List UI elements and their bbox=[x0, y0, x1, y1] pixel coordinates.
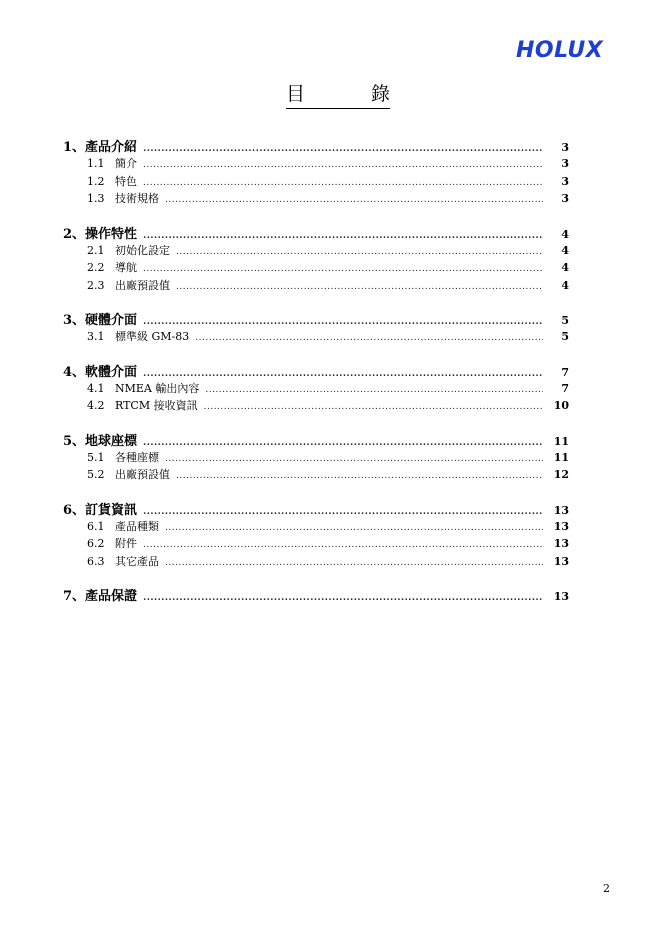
entry-number: 2.3 bbox=[87, 278, 105, 292]
entry-page: 12 bbox=[553, 468, 569, 481]
toc-entry-sub[interactable] bbox=[63, 190, 569, 208]
toc-section bbox=[63, 223, 569, 295]
entry-page: 7 bbox=[561, 381, 569, 395]
entry-page: 5 bbox=[561, 314, 569, 327]
page-title bbox=[286, 84, 390, 109]
entry-page: 13 bbox=[553, 590, 569, 603]
table-of-contents bbox=[63, 136, 569, 619]
entry-number: 6.3 bbox=[87, 554, 105, 568]
entry-page: 4 bbox=[561, 243, 569, 257]
entry-page: 4 bbox=[561, 227, 569, 241]
toc-entry-sub[interactable] bbox=[63, 466, 569, 484]
entry-number: 1.2 bbox=[87, 174, 105, 188]
entry-page: 4 bbox=[561, 261, 569, 274]
entry-page: 13 bbox=[553, 503, 569, 517]
entry-title: NMEA 輸出內容 bbox=[115, 381, 200, 395]
entry-number: 5.1 bbox=[87, 450, 105, 464]
toc-entry-main[interactable] bbox=[63, 585, 569, 604]
entry-page: 11 bbox=[553, 434, 569, 448]
dot-leader bbox=[143, 318, 543, 327]
entry-number: 2.2 bbox=[87, 261, 105, 274]
entry-title: 各種座標 bbox=[115, 450, 159, 464]
toc-entry-sub[interactable] bbox=[63, 518, 569, 536]
entry-title: 硬體介面 bbox=[85, 313, 138, 328]
toc-entry-main[interactable] bbox=[63, 223, 569, 242]
entry-title: 產品種類 bbox=[115, 519, 159, 533]
entry-page: 3 bbox=[561, 157, 569, 170]
entry-title: 標準級 GM-83 bbox=[115, 330, 190, 343]
dot-leader bbox=[143, 439, 543, 448]
entry-page: 3 bbox=[561, 192, 569, 205]
entry-page: 13 bbox=[553, 537, 569, 550]
entry-number: 6.2 bbox=[87, 537, 105, 550]
dot-leader bbox=[143, 145, 543, 154]
dot-leader bbox=[143, 232, 543, 241]
dot-leader bbox=[143, 265, 543, 274]
dot-leader bbox=[143, 179, 543, 188]
toc-section bbox=[63, 499, 569, 571]
toc-entry-sub[interactable] bbox=[63, 397, 569, 415]
entry-number: 2、 bbox=[63, 226, 86, 242]
toc-section bbox=[63, 136, 569, 208]
entry-page: 5 bbox=[561, 330, 569, 343]
entry-title: 特色 bbox=[115, 174, 137, 188]
entry-number: 4.1 bbox=[87, 381, 105, 395]
entry-title: 軟體介面 bbox=[85, 364, 138, 380]
entry-number: 3.1 bbox=[87, 330, 105, 343]
entry-title: 出廠預設值 bbox=[115, 278, 170, 292]
entry-title: RTCM 接收資訊 bbox=[115, 399, 198, 412]
dot-leader bbox=[176, 472, 543, 481]
dot-leader bbox=[176, 283, 543, 292]
page-number: 2 bbox=[603, 882, 610, 895]
toc-entry-sub[interactable] bbox=[63, 328, 569, 346]
entry-page: 10 bbox=[553, 399, 569, 412]
dot-leader bbox=[205, 386, 543, 395]
entry-number: 3、 bbox=[63, 313, 86, 328]
entry-number: 7、 bbox=[63, 589, 86, 604]
title-right-char: 錄 bbox=[370, 83, 390, 105]
entry-title: 產品介紹 bbox=[85, 140, 138, 155]
toc-section bbox=[63, 309, 569, 346]
title-left-char: 目 bbox=[286, 83, 306, 105]
toc-entry-sub[interactable] bbox=[63, 155, 569, 173]
entry-page: 13 bbox=[553, 519, 569, 533]
dot-leader bbox=[165, 524, 543, 533]
entry-title: 產品保證 bbox=[85, 589, 138, 604]
entry-title: 訂貨資訊 bbox=[85, 502, 138, 518]
toc-entry-main[interactable] bbox=[63, 499, 569, 518]
dot-leader bbox=[165, 455, 543, 464]
entry-number: 4.2 bbox=[87, 399, 105, 412]
toc-entry-sub[interactable] bbox=[63, 380, 569, 398]
entry-number: 5、 bbox=[63, 433, 86, 449]
entry-page: 3 bbox=[561, 174, 569, 188]
entry-page: 3 bbox=[561, 141, 569, 154]
dot-leader bbox=[204, 403, 543, 412]
toc-entry-sub[interactable] bbox=[63, 173, 569, 191]
toc-entry-main[interactable] bbox=[63, 361, 569, 380]
entry-page: 7 bbox=[561, 365, 569, 379]
toc-section bbox=[63, 430, 569, 484]
dot-leader bbox=[143, 594, 543, 603]
entry-title: 地球座標 bbox=[85, 433, 138, 449]
entry-title: 其它產品 bbox=[115, 554, 159, 568]
dot-leader bbox=[176, 248, 543, 257]
dot-leader bbox=[143, 370, 543, 379]
toc-section bbox=[63, 585, 569, 604]
entry-title: 簡介 bbox=[115, 157, 137, 170]
dot-leader bbox=[143, 541, 543, 550]
entry-page: 4 bbox=[561, 278, 569, 292]
entry-title: 導航 bbox=[115, 261, 137, 274]
toc-entry-sub[interactable] bbox=[63, 449, 569, 467]
dot-leader bbox=[195, 334, 543, 343]
entry-number: 1.3 bbox=[87, 192, 105, 205]
toc-entry-main[interactable] bbox=[63, 430, 569, 449]
dot-leader bbox=[165, 559, 543, 568]
toc-entry-main[interactable] bbox=[63, 309, 569, 328]
entry-number: 1.1 bbox=[87, 157, 105, 170]
toc-section bbox=[63, 361, 569, 415]
entry-number: 6、 bbox=[63, 502, 86, 518]
toc-entry-main[interactable] bbox=[63, 136, 569, 155]
toc-entry-sub[interactable] bbox=[63, 259, 569, 277]
entry-page: 11 bbox=[553, 450, 569, 464]
dot-leader bbox=[143, 508, 543, 517]
entry-page: 13 bbox=[553, 554, 569, 568]
toc-entry-sub[interactable] bbox=[63, 535, 569, 553]
entry-title: 附件 bbox=[115, 537, 137, 550]
entry-title: 技術規格 bbox=[115, 192, 159, 205]
entry-number: 5.2 bbox=[87, 468, 105, 481]
toc-entry-sub[interactable] bbox=[63, 242, 569, 260]
holux-logo: HOLUX bbox=[516, 38, 604, 63]
dot-leader bbox=[143, 161, 543, 170]
entry-number: 2.1 bbox=[87, 243, 105, 257]
dot-leader bbox=[165, 196, 543, 205]
entry-number: 4、 bbox=[63, 364, 86, 380]
entry-title: 初始化設定 bbox=[115, 243, 170, 257]
entry-number: 1、 bbox=[63, 140, 86, 155]
entry-title: 操作特性 bbox=[85, 226, 138, 242]
entry-title: 出廠預設值 bbox=[115, 468, 170, 481]
toc-entry-sub[interactable] bbox=[63, 277, 569, 295]
entry-number: 6.1 bbox=[87, 519, 105, 533]
toc-entry-sub[interactable] bbox=[63, 553, 569, 571]
